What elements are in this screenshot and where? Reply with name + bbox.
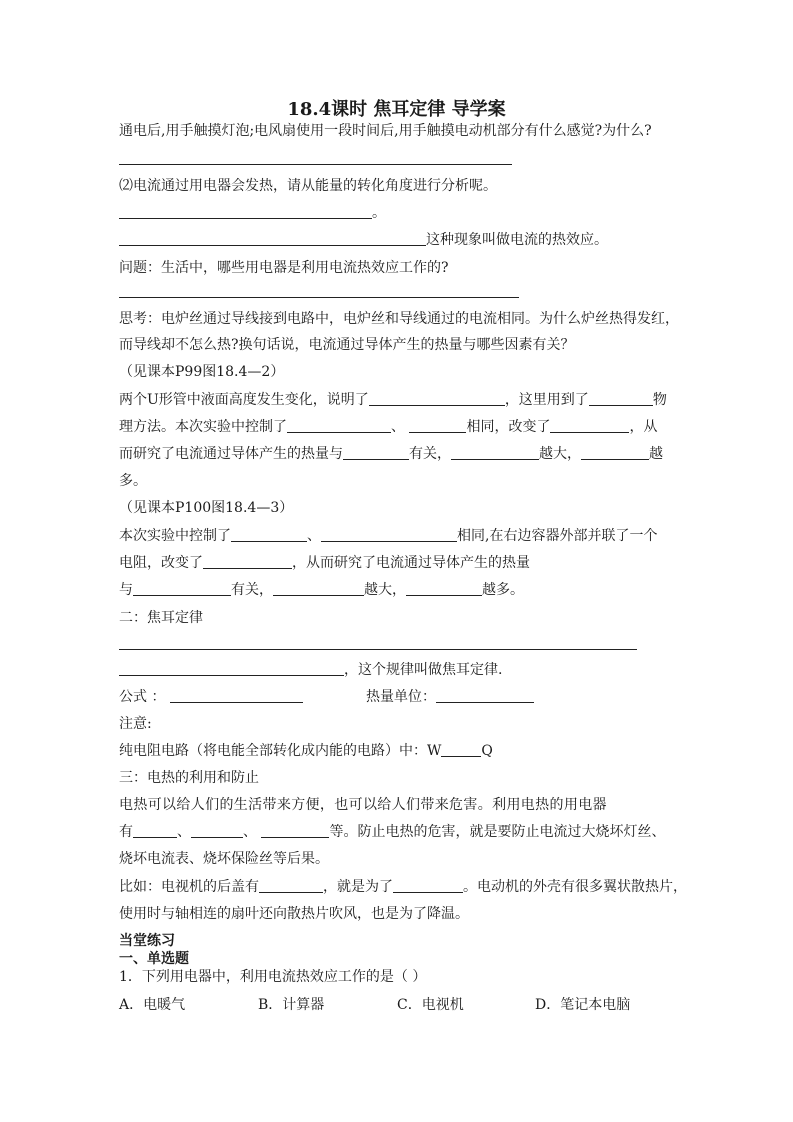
section-2-heading: 二：焦耳定律 (119, 610, 203, 626)
think-line-1: 思考：电炉丝通过导线接到电路中，电炉丝和导线通过的电流相同。为什么炉丝热得发红， (119, 311, 679, 327)
blank[interactable] (409, 418, 466, 433)
blank[interactable] (119, 661, 344, 676)
experiment-1-line-2: 理方法。本次实验中控制了 、 相同，改变了 ，从 (119, 419, 658, 435)
answer-line[interactable] (119, 164, 512, 165)
option-c[interactable]: C．电视机 (397, 997, 464, 1013)
blank[interactable] (287, 418, 391, 433)
heat-use-line-2: 有 、 、 等。防止电热的危害，就是要防止电流过大烧坏灯丝、 (119, 824, 666, 840)
option-a[interactable]: A．电暖气 (119, 997, 186, 1013)
answer-line[interactable] (119, 297, 519, 298)
heat-unit-label: 热量单位： (366, 689, 436, 705)
blank[interactable] (343, 445, 409, 460)
answer-line[interactable] (119, 649, 637, 650)
blank[interactable] (119, 204, 372, 219)
intro-question: 通电后,用手触摸灯泡;电风扇使用一段时间后,用手触摸电动机部分有什么感觉?为什么? (119, 123, 652, 139)
blank[interactable] (321, 527, 457, 542)
blank[interactable] (589, 391, 653, 406)
blank[interactable] (393, 878, 463, 893)
note-label: 注意: (119, 716, 152, 732)
experiment-1-line-3: 而研究了电流通过导体产生的热量与 有关， 越大， 越 (119, 446, 663, 462)
joule-law-line (119, 660, 502, 680)
blank[interactable] (261, 823, 329, 838)
question-1: 1．下列用电器中，利用电流热效应工作的是（ ） (119, 969, 427, 985)
option-d[interactable]: D．笔记本电脑 (535, 997, 631, 1013)
blank[interactable] (133, 823, 177, 838)
textbook-reference-1: （见课本P99图18.4—2） (119, 364, 285, 380)
heat-unit-blank[interactable] (436, 688, 534, 703)
problem-text: 问题：生活中，哪些用电器是利用电流热效应工作的? (119, 260, 449, 276)
heat-effect-line (119, 230, 608, 250)
blank[interactable] (581, 445, 649, 460)
textbook-reference-2: （见课本P100图18.4—3） (119, 500, 294, 516)
experiment-2-line-3: 与 有关， 越大， 越多。 (119, 582, 524, 598)
option-b[interactable]: B．计算器 (258, 997, 325, 1013)
experiment-1-line-4: 多。 (119, 473, 147, 489)
blank[interactable] (203, 554, 292, 569)
formula-line (119, 687, 303, 707)
blank[interactable] (191, 823, 243, 838)
think-line-2: 而导线却不怎么热?换句话说，电流通过导体产生的热量与哪些因素有关？ (119, 337, 575, 353)
blank[interactable] (133, 581, 231, 596)
answer-line-with-period (119, 203, 386, 223)
page-title: 18.4课时 焦耳定律 导学案 (287, 99, 506, 120)
blank[interactable] (119, 231, 426, 246)
experiment-1-line-1: 两个U形管中液面高度发生变化，说明了 ，这里用到了 物 (119, 392, 667, 408)
blank[interactable] (369, 391, 505, 406)
heat-effect-text: 这种现象叫做电流的热效应。 (426, 232, 608, 248)
single-choice-heading: 一、单选题 (119, 951, 189, 967)
pure-resistance-line: 纯电阻电路（将电能全部转化成内能的电路）中：W Q (119, 743, 493, 759)
period-text: 。 (372, 205, 386, 221)
blank[interactable] (231, 527, 307, 542)
experiment-2-line-1: 本次实验中控制了 、 相同,在右边容器外部并联了一个 (119, 528, 658, 544)
example-line-1: 比如：电视机的后盖有 ，就是为了 。电动机的外壳有很多翼状散热片， (119, 879, 687, 895)
section-3-heading: 三：电热的利用和防止 (119, 770, 259, 786)
example-line-2: 使用时与轴相连的扇叶还向散热片吹风，也是为了降温。 (119, 906, 469, 922)
blank[interactable] (550, 418, 629, 433)
formula-label: 公式 ： (119, 689, 166, 705)
blank[interactable] (451, 445, 539, 460)
practice-heading: 当堂练习 (119, 933, 175, 949)
blank[interactable] (273, 581, 364, 596)
blank[interactable] (259, 878, 323, 893)
formula-blank[interactable] (170, 688, 303, 703)
blank[interactable] (441, 742, 481, 757)
blank[interactable] (406, 581, 482, 596)
joule-law-text: ，这个规律叫做焦耳定律. (344, 662, 503, 678)
heat-unit-line (366, 687, 534, 707)
experiment-2-line-2: 电阻，改变了 ，从而研究了电流通过导体产生的热量 (119, 555, 530, 571)
question-2: ⑵电流通过用电器会发热，请从能量的转化角度进行分析呢。 (119, 178, 497, 194)
heat-use-line-3: 烧坏电流表、烧坏保险丝等后果。 (119, 851, 329, 867)
heat-use-line-1: 电热可以给人们的生活带来方便，也可以给人们带来危害。利用电热的用电器 (119, 797, 607, 813)
